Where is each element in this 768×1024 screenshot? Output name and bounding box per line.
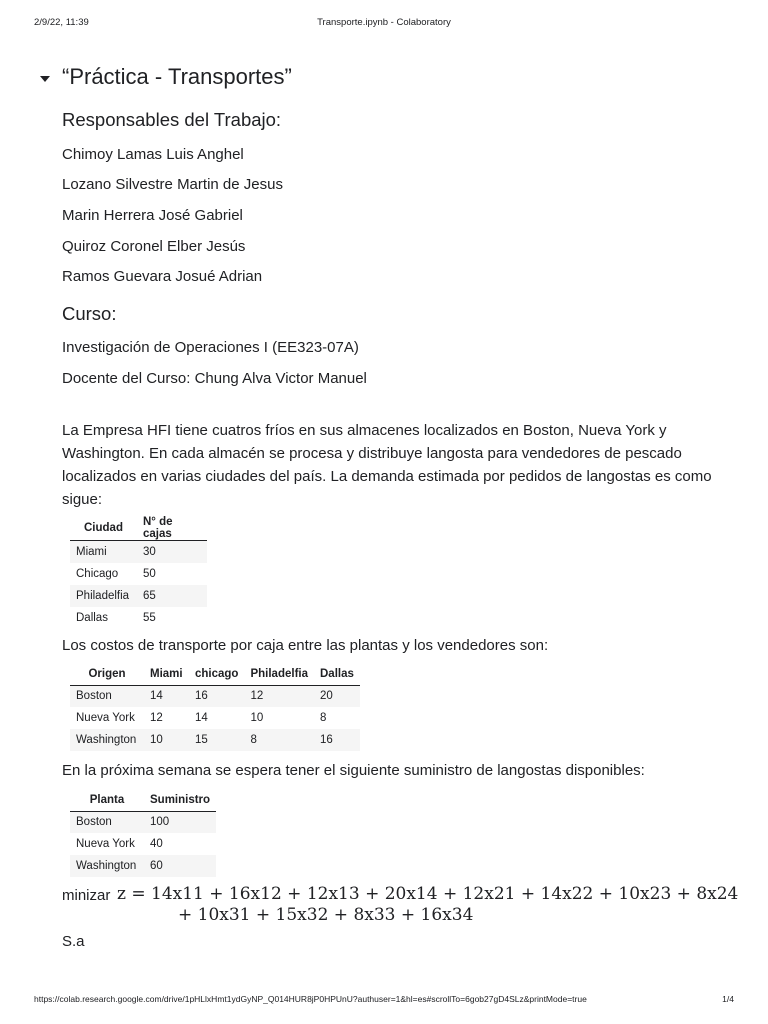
subject-to-label: S.a	[62, 933, 85, 950]
page-number: 1/4	[722, 994, 734, 1004]
objective-equation-line2: + 10x31 + 15x32 + 8x33 + 16x34	[178, 905, 474, 925]
column-header: Planta	[70, 789, 144, 811]
table-cell: Dallas	[76, 611, 108, 624]
table-header-row	[70, 516, 207, 541]
member-item: Lozano Silvestre Martin de Jesus	[62, 176, 283, 193]
member-item: Marin Herrera José Gabriel	[62, 207, 243, 224]
table-row	[70, 541, 207, 563]
table-cell: 10	[250, 712, 264, 724]
table-cell: 55	[143, 611, 156, 624]
member-item: Ramos Guevara Josué Adrian	[62, 268, 263, 285]
curso-text: Investigación de Operaciones I (EE323-07A)	[62, 339, 359, 356]
curso-heading: Curso:	[62, 303, 117, 324]
table-cell: 15	[189, 729, 244, 751]
print-title: Transporte.ipynb - Colaboratory	[317, 17, 451, 28]
print-url: https://colab.research.google.com/drive/1pHLlxHmt1ydGyNP_Q014HUR8jP0HPUnU?authuser=1&hl=es#scrollTo=6gob27gD4SLz&printMode=true	[34, 994, 587, 1004]
objective-label: minizar	[62, 887, 111, 904]
table-cell: 40	[150, 838, 163, 850]
column-header: Dallas	[314, 663, 360, 685]
table-header-row	[70, 663, 360, 685]
table-cell: 8	[244, 729, 314, 751]
table-header-row	[70, 789, 216, 811]
costs-paragraph: Los costos de transporte por caja entre las plantas y los vendedores son:	[62, 637, 549, 654]
table-row	[70, 855, 216, 877]
table-cell: 14	[144, 685, 189, 707]
table-row	[70, 729, 360, 751]
table-cell: 60	[144, 855, 216, 877]
table-row	[70, 585, 207, 607]
table-cell: Washington	[70, 729, 144, 751]
column-header: N° de cajas	[137, 516, 207, 541]
member-item: Chimoy Lamas Luis Anghel	[62, 146, 244, 163]
column-header: chicago	[189, 663, 244, 685]
problem-paragraph: La Empresa HFI tiene cuatros fríos en sus almacenes localizados en Boston, Nueva York y Washington. En cada almacén se procesa y distribuye langosta para vendedores de pescado localizados en varias ciudades del país. La demanda estimada por pedidos de langostas es como sigue:	[62, 422, 712, 508]
table-cell: Miami	[70, 541, 137, 563]
docente-text: Docente del Curso: Chung Alva Victor Manuel	[62, 370, 367, 387]
table-row	[70, 685, 360, 707]
table-cell: Boston	[70, 811, 144, 833]
table-cell: Philadelfia	[70, 585, 137, 607]
column-header: Ciudad	[70, 516, 137, 541]
table-cell: 100	[144, 811, 216, 833]
column-header: Philadelfia	[244, 663, 314, 685]
print-timestamp: 2/9/22, 11:39	[34, 17, 89, 28]
table-row	[70, 563, 207, 585]
objective-equation-line1: z = 14x11 + 16x12 + 12x13 + 20x14 + 12x21 + 14x22 + 10x23 + 8x24	[117, 884, 739, 904]
column-header: Miami	[144, 663, 189, 685]
demand-table	[70, 516, 207, 629]
table-cell: 30	[137, 541, 207, 563]
table-cell: 20	[314, 685, 360, 707]
table-cell: Chicago	[76, 567, 119, 580]
table-cell: 16	[189, 685, 244, 707]
supply-paragraph: En la próxima semana se espera tener el siguiente suministro de langostas disponibles:	[62, 762, 645, 779]
table-cell: Washington	[70, 855, 144, 877]
table-row	[70, 607, 207, 629]
table-cell: 8	[320, 712, 327, 724]
responsables-heading: Responsables del Trabajo:	[62, 109, 282, 130]
table-cell: 50	[143, 567, 156, 580]
table-cell: 10	[144, 729, 189, 751]
table-row	[70, 811, 216, 833]
table-cell: 16	[314, 729, 360, 751]
table-cell: 12	[244, 685, 314, 707]
table-cell: 14	[195, 712, 208, 724]
table-row	[70, 707, 360, 729]
column-header: Origen	[70, 663, 144, 685]
supply-table	[70, 789, 216, 877]
table-cell: 12	[150, 712, 163, 724]
table-cell: Nueva York	[76, 712, 135, 724]
member-item: Quiroz Coronel Elber Jesús	[62, 238, 246, 255]
column-header: Suministro	[144, 789, 216, 811]
table-cell: Nueva York	[76, 838, 135, 850]
print-header	[0, 17, 768, 31]
notebook-title: “Práctica - Transportes”	[62, 64, 292, 89]
table-row	[70, 833, 216, 855]
table-cell: 65	[137, 585, 207, 607]
costs-table	[70, 663, 360, 751]
collapse-section-icon[interactable]	[40, 76, 50, 82]
table-cell: Boston	[70, 685, 144, 707]
